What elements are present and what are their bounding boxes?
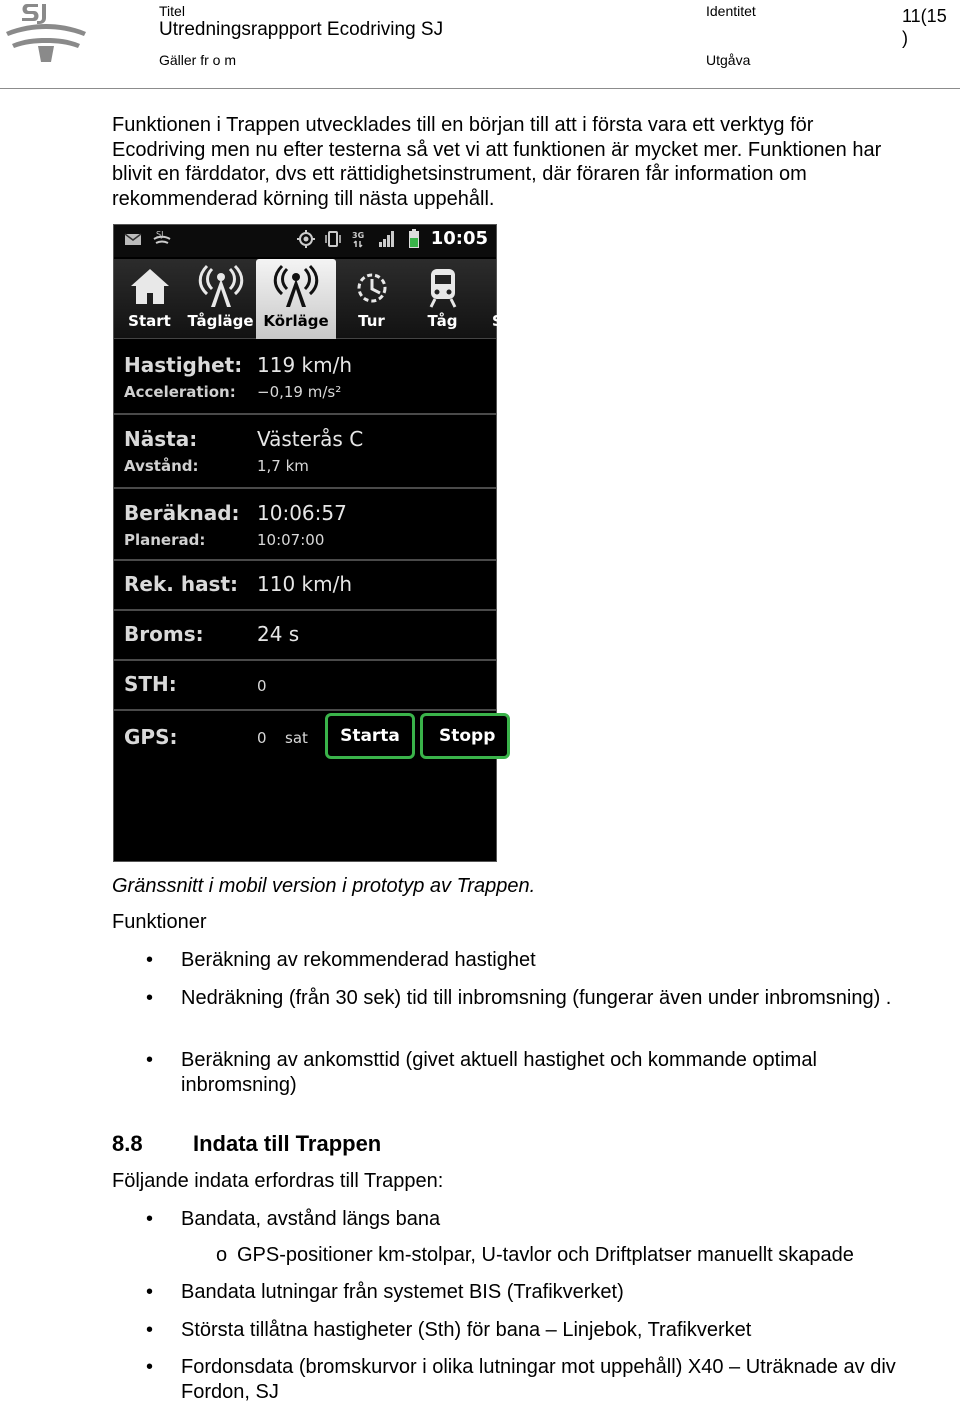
tab-label: Tågläge bbox=[187, 312, 254, 330]
start-button[interactable]: Starta bbox=[325, 713, 415, 759]
tab-start[interactable] bbox=[114, 259, 185, 339]
sub-list-item: o GPS-positioner km-stolpar, U-tavlor och Driftplatser manuellt skapade bbox=[237, 1243, 917, 1268]
speed-value: 119 km/h bbox=[257, 353, 353, 377]
brake-value: 24 s bbox=[257, 622, 300, 646]
speed-row bbox=[114, 341, 496, 415]
gps-icon bbox=[296, 229, 316, 249]
brake-label: Broms: bbox=[124, 622, 204, 646]
intro-paragraph: Funktionen i Trappen utvecklades till en början till att i första vara ett verktyg för Ecodriving men nu efter testerna så vet vi att funktionen är mycket mer. Funktionen har blivit en färddator, dvs ett rättidighetsinstrument, där föraren får information om rekommenderad körning till nästa uppehåll. bbox=[112, 114, 882, 210]
status-bar bbox=[114, 225, 496, 257]
page-number bbox=[902, 5, 958, 49]
tab-bar bbox=[114, 259, 510, 339]
tab-label: St bbox=[492, 312, 510, 330]
list-item: • Största tillåtna hastigheter (Sth) för bana – Linjebok, Trafikverket bbox=[181, 1318, 901, 1343]
speed-label: Hastighet: bbox=[124, 353, 243, 377]
tab-label: Tåg bbox=[427, 312, 458, 330]
header-divider bbox=[0, 88, 960, 89]
sth-value: 0 bbox=[257, 677, 267, 695]
antenna-icon bbox=[273, 265, 319, 309]
distance-label: Avstånd: bbox=[124, 457, 199, 475]
brake-row bbox=[114, 611, 496, 661]
next-value: Västerås C bbox=[257, 427, 364, 451]
gps-unit: sat bbox=[285, 729, 308, 747]
list-item: • Fordonsdata (bromskurvor i olika lutningar mot uppehåll) X40 – Uträknade av div Fordon, SJ bbox=[181, 1355, 901, 1404]
list-item: • Nedräkning (från 30 sek) tid till inbromsning (fungerar även under inbromsning) . bbox=[181, 986, 901, 1011]
mail-icon bbox=[124, 229, 144, 249]
tab-tur[interactable] bbox=[336, 259, 407, 339]
svg-text:3G: 3G bbox=[351, 230, 364, 240]
signal-icon bbox=[377, 229, 397, 249]
next-label: Nästa: bbox=[124, 427, 198, 451]
tab-label: Körläge bbox=[263, 312, 329, 330]
recommended-value: 110 km/h bbox=[257, 572, 353, 596]
acceleration-label: Acceleration: bbox=[124, 383, 236, 401]
tab-korlage[interactable] bbox=[256, 259, 336, 339]
gps-label: GPS: bbox=[124, 725, 178, 749]
sth-label: STH: bbox=[124, 672, 177, 696]
svg-text:SJ: SJ bbox=[156, 230, 164, 239]
page-header bbox=[0, 0, 960, 92]
title-label: Titel bbox=[159, 3, 185, 19]
identity-label: Identitet bbox=[706, 3, 756, 19]
figure-caption: Gränssnitt i mobil version i prototyp av Trappen. bbox=[112, 875, 536, 897]
house-icon bbox=[127, 265, 173, 309]
phone-screenshot bbox=[113, 224, 510, 862]
battery-icon bbox=[404, 229, 424, 249]
train-icon bbox=[420, 265, 466, 309]
section-title: Indata till Trappen bbox=[193, 1131, 382, 1156]
page-number-text: 11(15 ) bbox=[902, 6, 947, 48]
acceleration-value: −0,19 m/s² bbox=[257, 383, 342, 401]
recommended-speed-row bbox=[114, 561, 496, 611]
sj-app-icon bbox=[152, 229, 172, 249]
stop-button[interactable]: Stopp bbox=[420, 713, 510, 759]
gps-value: 0 bbox=[257, 729, 267, 747]
next-stop-row bbox=[114, 415, 496, 489]
valid-from-label: Gäller fr o m bbox=[159, 52, 237, 68]
list-item: • Bandata lutningar från systemet BIS (Trafikverket) bbox=[181, 1280, 901, 1305]
planned-label: Planerad: bbox=[124, 531, 206, 549]
arrival-row bbox=[114, 489, 496, 561]
tab-taglage[interactable] bbox=[185, 259, 256, 339]
tab-label: Start bbox=[128, 312, 171, 330]
document-title: Utredningsrappport Ecodriving SJ bbox=[159, 19, 444, 40]
vibrate-icon bbox=[323, 229, 343, 249]
tab-label: Tur bbox=[358, 312, 385, 330]
list-item: • Beräkning av rekommenderad hastighet bbox=[181, 948, 901, 973]
planned-value: 10:07:00 bbox=[257, 531, 325, 549]
clock-icon bbox=[349, 265, 395, 309]
list-item: • Beräkning av ankomsttid (givet aktuell hastighet och kommande optimal inbromsning) bbox=[181, 1048, 901, 1097]
functions-heading: Funktioner bbox=[112, 911, 207, 933]
calculated-value: 10:06:57 bbox=[257, 501, 347, 525]
clock-time: 10:05 bbox=[430, 228, 488, 249]
recommended-label: Rek. hast: bbox=[124, 572, 239, 596]
tab-partial[interactable] bbox=[478, 259, 510, 339]
antenna-icon bbox=[198, 265, 244, 309]
sj-logo bbox=[2, 2, 90, 64]
3g-icon bbox=[350, 229, 370, 249]
edition-label: Utgåva bbox=[706, 52, 751, 68]
distance-value: 1,7 km bbox=[257, 457, 309, 475]
calculated-label: Beräknad: bbox=[124, 501, 240, 525]
list-item: • Bandata, avstånd längs bana bbox=[181, 1207, 901, 1232]
sth-row bbox=[114, 661, 496, 711]
input-intro: Följande indata erfordras till Trappen: bbox=[112, 1170, 444, 1192]
section-number: 8.8 bbox=[112, 1131, 143, 1156]
tab-tag[interactable] bbox=[407, 259, 478, 339]
